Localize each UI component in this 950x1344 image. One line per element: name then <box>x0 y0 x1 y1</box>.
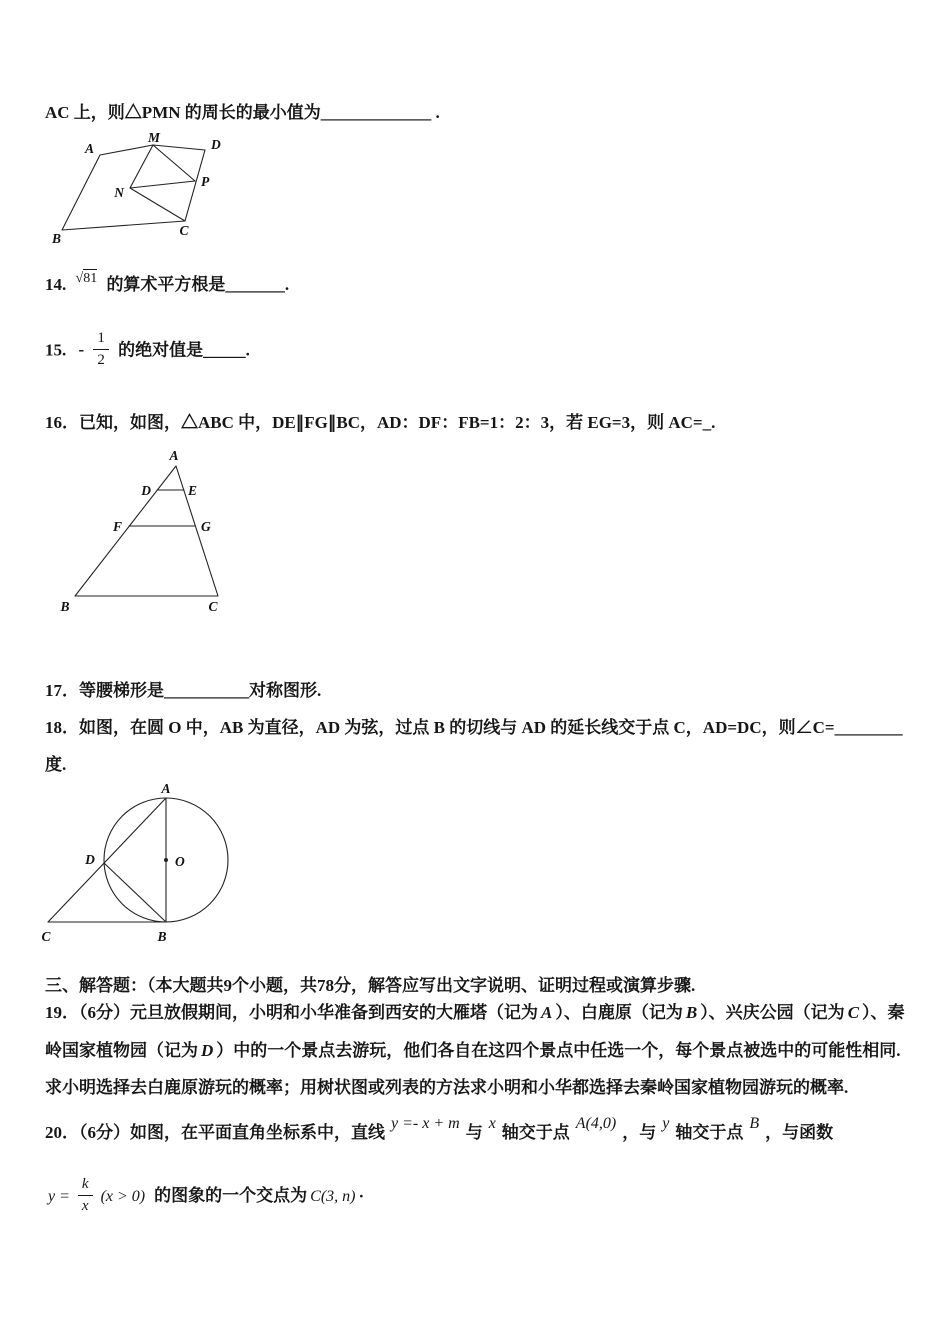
q20-var-x: x <box>488 1115 496 1132</box>
parallelogram-figure <box>50 133 250 251</box>
q20-point-B: B <box>749 1115 760 1132</box>
q17-text: 17．等腰梯形是__________对称图形. <box>45 681 322 700</box>
fig3-label-B: B <box>157 929 167 944</box>
q19-seg-4: ）、兴庆公园（记为 <box>700 1003 845 1022</box>
fig1-label-N: N <box>114 185 124 200</box>
fig2-label-B: B <box>60 599 70 614</box>
q15-number: 15. <box>45 340 67 360</box>
fraction-denominator: 2 <box>97 352 105 368</box>
fig3-label-D: D <box>85 852 95 867</box>
parallelogram-lines <box>62 145 205 230</box>
circle-figure <box>38 782 253 952</box>
q16-text: 16．已知，如图，△ABC 中，DE∥FG∥BC，AD：DF：FB=1：2：3，若 EG=3，则 AC=_. <box>45 413 716 432</box>
section-3-text: 三、解答题：（本大题共9个小题，共78分，解答应写出文字说明、证明过程或演算步骤. <box>45 976 696 995</box>
q19-seg-6: ）、秦 <box>862 1003 905 1022</box>
q20-text-4: ，与 <box>622 1123 657 1142</box>
q20-text-1: 20．（6分）如图，在平面直角坐标系中，直线 <box>45 1123 385 1142</box>
q19-var-B: B <box>685 1003 698 1022</box>
question-17 <box>45 678 321 704</box>
q20-text-7: 的图象的一个交点为 <box>154 1186 308 1206</box>
q19-seg-9: 求小明选择去白鹿原游玩的概率；用树状图或列表的方法求小明和小华都选择去秦岭国家植物园游玩的概率. <box>45 1078 849 1097</box>
q19-var-A: A <box>541 1003 553 1022</box>
q20-eq-line: y =- x + m <box>391 1115 460 1132</box>
fig2-label-A: A <box>169 448 179 463</box>
radicand: 81 <box>83 271 98 286</box>
fig1-label-P: P <box>201 174 210 189</box>
fraction-numerator: 1 <box>93 330 109 350</box>
q19-seg-2: ）、白鹿原（记为 <box>555 1003 683 1022</box>
fig1-label-B: B <box>52 231 62 246</box>
q19-seg-8: ）中的一个景点去游玩，他们各自在这四个景点中任选一个，每个景点被选中的可能性相同. <box>216 1041 901 1060</box>
circle-center-dot <box>164 858 168 862</box>
q20-text-8: · <box>358 1186 365 1206</box>
q19-seg-0: 19．（6分）元旦放假期间，小明和小华准备到西安的大雁塔（记为 <box>45 1003 538 1022</box>
q20-fraction-k-x <box>78 1176 93 1215</box>
fig3-label-O: O <box>175 854 185 869</box>
question-19-line1 <box>45 1000 905 1026</box>
fig2-label-C: C <box>208 599 218 614</box>
question-16 <box>45 410 715 436</box>
q15-text: 的绝对值是_____. <box>118 340 250 360</box>
fig1-label-A: A <box>84 141 94 156</box>
question-14 <box>45 272 289 300</box>
q20-point-A: A(4,0) <box>575 1115 617 1132</box>
q20-point-C: C(3, n) <box>310 1188 356 1206</box>
radical-sign: √ <box>75 271 84 286</box>
q20-text-3: 轴交于点 <box>501 1123 570 1142</box>
fig1-label-D: D <box>211 137 221 152</box>
section-3-heading <box>45 973 695 999</box>
question-15 <box>45 332 250 371</box>
q18-text-1: 18．如图，在圆 O 中，AB 为直径，AD 为弦，过点 B 的切线与 AD 的延长线交于点 C，AD=DC，则∠C=________ <box>45 718 903 737</box>
question-20-line2 <box>45 1178 364 1217</box>
q14-text: 的算术平方根是_______. <box>106 275 290 294</box>
q20-text-2: 与 <box>465 1123 483 1142</box>
q14-sqrt-formula <box>76 266 98 292</box>
q19-var-D: D <box>201 1041 214 1060</box>
q20-text-5: 轴交于点 <box>675 1123 744 1142</box>
fig1-label-M: M <box>147 133 161 145</box>
triangle-figure <box>55 448 240 618</box>
question-19-line2 <box>45 1038 901 1064</box>
question-18-line1 <box>45 715 903 741</box>
fig2-label-D: D <box>141 483 151 498</box>
q19-var-C: C <box>847 1003 860 1022</box>
question-19-line3 <box>45 1075 848 1101</box>
fraction-denominator-x: x <box>81 1198 89 1214</box>
fig2-label-G: G <box>201 519 211 534</box>
q20-frac-lhs: y = <box>48 1188 70 1206</box>
question-18-line2 <box>45 752 66 778</box>
fig1-label-C: C <box>179 223 189 238</box>
fig2-label-E: E <box>188 483 198 498</box>
q14-number: 14. <box>45 275 67 294</box>
fig3-label-C: C <box>41 929 51 944</box>
q18-text-2: 度. <box>45 755 67 774</box>
q20-var-y: y <box>662 1115 670 1132</box>
fig2-label-F: F <box>112 519 122 534</box>
intro-text: AC 上，则△PMN 的周长的最小值为_____________ . <box>45 103 440 122</box>
q20-domain-condition: (x > 0) <box>100 1188 146 1206</box>
fig3-label-A: A <box>161 782 171 796</box>
fraction-numerator-k: k <box>78 1176 93 1196</box>
q15-minus-sign: - <box>78 340 85 360</box>
circle-lines <box>48 798 228 922</box>
q19-seg-7: 岭国家植物园（记为 <box>45 1041 198 1060</box>
q20-text-6: ，与函数 <box>765 1123 834 1142</box>
intro-line <box>45 100 440 126</box>
q15-fraction <box>93 330 109 369</box>
question-20-line1 <box>45 1115 834 1147</box>
